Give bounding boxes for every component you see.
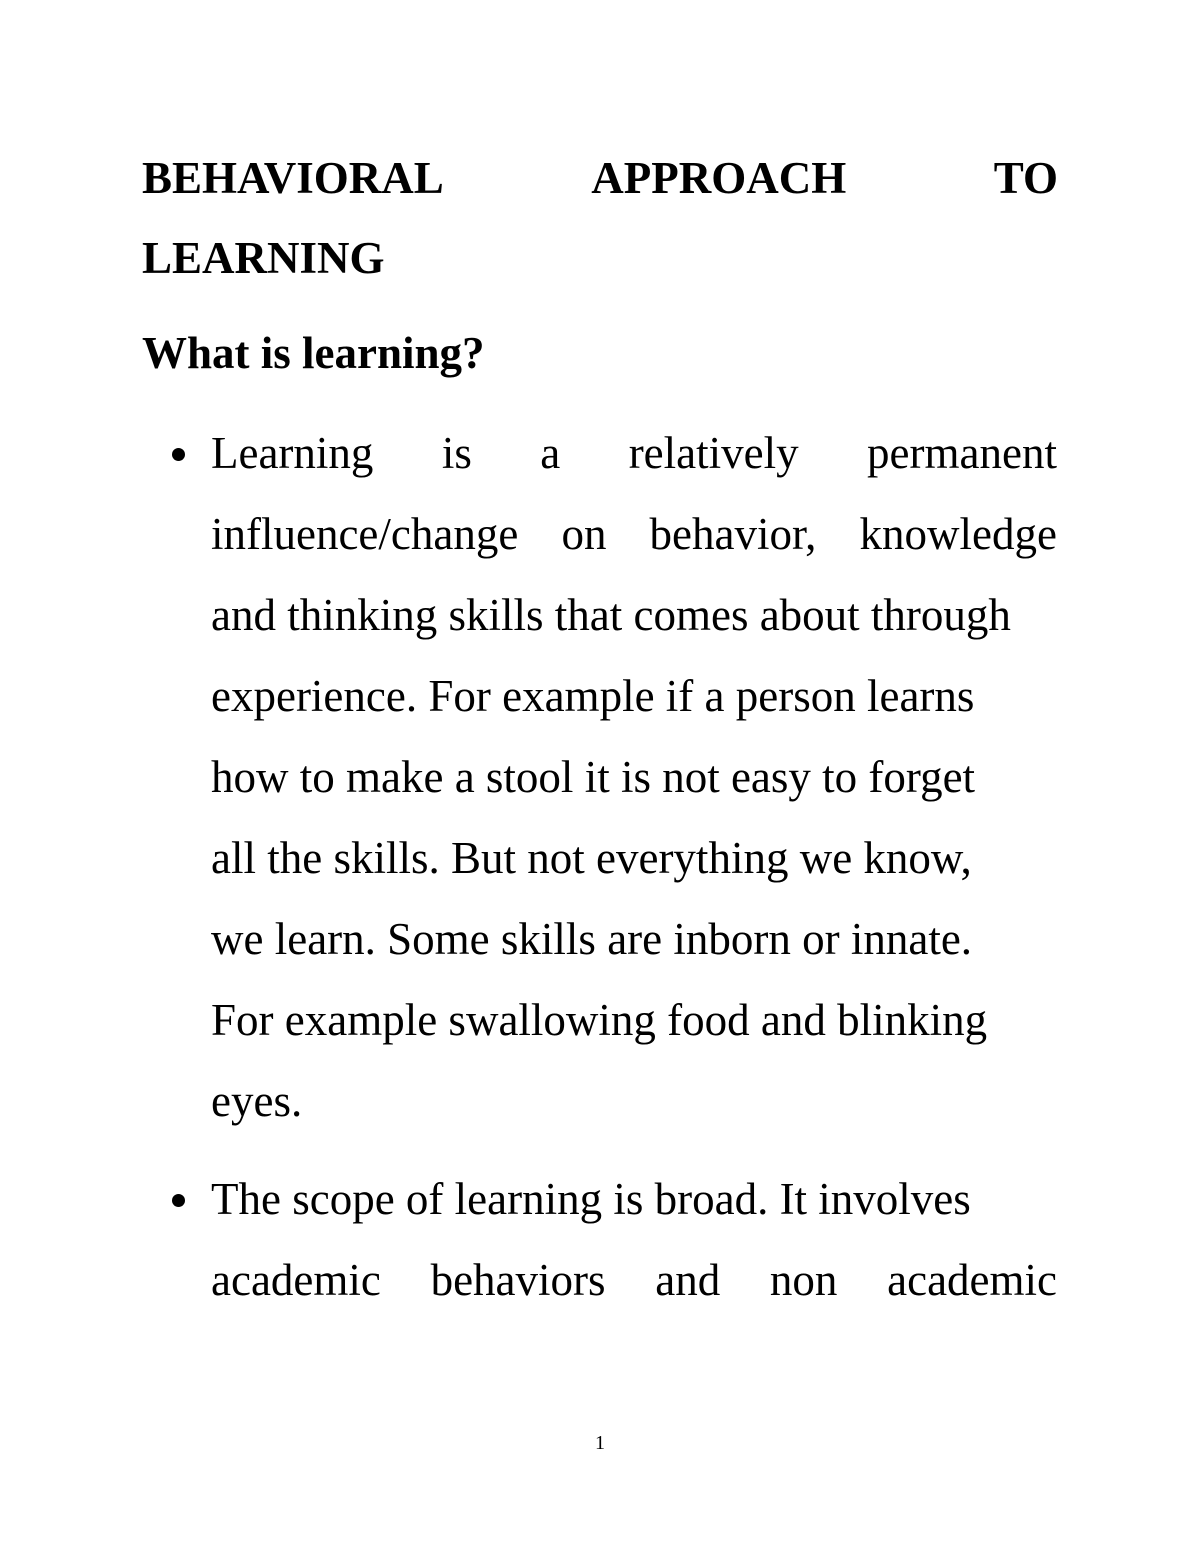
paragraph-line: all the skills. But not everything we know,	[211, 833, 972, 883]
paragraph-line: influence/change on behavior, knowledge	[211, 509, 1057, 559]
paragraph-line: Learning is a relatively permanent	[211, 428, 1057, 478]
bullet-icon	[172, 1194, 185, 1207]
paragraph-line: how to make a stool it is not easy to forget	[211, 752, 976, 802]
paragraph-line: For example swallowing food and blinking	[211, 995, 988, 1045]
paragraph-line: we learn. Some skills are inborn or innate.	[211, 914, 973, 964]
title-line-1	[142, 138, 1058, 218]
title-line-2: LEARNING	[142, 233, 385, 283]
title-word: TO	[993, 153, 1058, 203]
paragraph-line: eyes.	[211, 1076, 303, 1126]
paragraph-line: academic behaviors and non academic	[211, 1255, 1057, 1305]
section-heading: What is learning?	[142, 328, 485, 378]
paragraph-line: The scope of learning is broad. It involves	[211, 1174, 971, 1224]
bullet-icon	[172, 448, 185, 461]
document-title	[142, 138, 1058, 298]
page-number: 1	[595, 1432, 605, 1454]
title-word: APPROACH	[591, 153, 847, 203]
paragraph-line: experience. For example if a person learns	[211, 671, 975, 721]
title-word: BEHAVIORAL	[142, 153, 444, 203]
paragraph-line: and thinking skills that comes about through	[211, 590, 1011, 640]
bullet-paragraph	[211, 413, 1057, 1142]
bullet-paragraph	[211, 1159, 1057, 1321]
